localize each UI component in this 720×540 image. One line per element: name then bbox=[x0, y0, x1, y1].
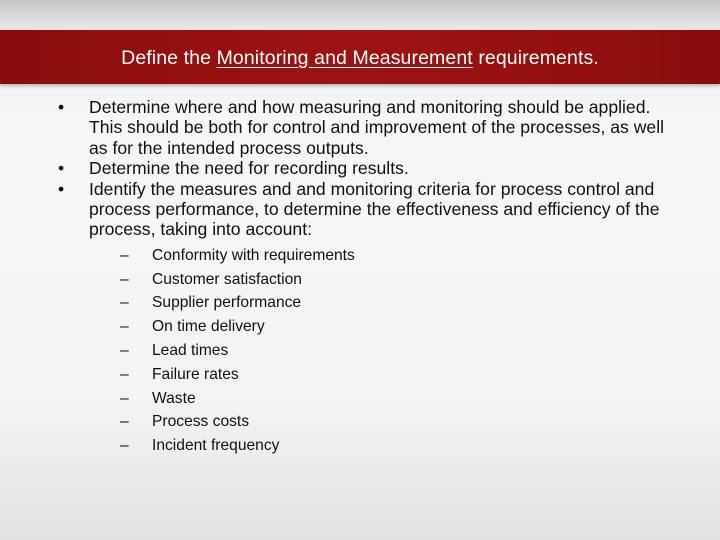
bullet-text: Identify the measures and and monitoring criteria for process control and process performance, to determine the effectiveness and efficiency of the process, taking into account: bbox=[89, 178, 660, 240]
bullet-item bbox=[58, 158, 678, 178]
bullet-item bbox=[58, 97, 678, 158]
title-bar bbox=[0, 30, 720, 84]
dash-marker: – bbox=[120, 413, 129, 431]
title-prefix: Define the bbox=[121, 47, 217, 69]
sub-item-text: Supplier performance bbox=[152, 294, 302, 312]
sub-list-item bbox=[120, 244, 678, 268]
sub-list-item bbox=[120, 387, 678, 411]
slide-title bbox=[0, 30, 720, 84]
sub-item-text: Conformity with requirements bbox=[152, 246, 355, 264]
dash-marker: – bbox=[120, 365, 129, 383]
sub-item-text: Incident frequency bbox=[152, 437, 280, 455]
dash-marker: – bbox=[120, 294, 129, 312]
sub-list-item bbox=[120, 434, 678, 458]
dash-marker: – bbox=[120, 342, 129, 360]
sub-item-text: Failure rates bbox=[152, 365, 239, 383]
sub-item-text: Process costs bbox=[152, 413, 250, 431]
sub-list-item bbox=[120, 268, 678, 292]
bullet-marker: • bbox=[58, 158, 65, 179]
bullet-marker: • bbox=[58, 178, 65, 199]
bullet-text: Determine where and how measuring and monitoring should be applied. This should be both for control and improvement of the processes, as well as for the intended process outputs. bbox=[89, 97, 665, 158]
title-emphasis: Monitoring and Measurement bbox=[216, 47, 473, 69]
sub-list-item bbox=[120, 291, 678, 315]
bullet-marker: • bbox=[58, 97, 65, 117]
sub-list bbox=[58, 244, 678, 458]
bullet-item bbox=[58, 179, 678, 240]
sub-list-item bbox=[120, 410, 678, 434]
dash-marker: – bbox=[120, 437, 129, 455]
slide-body bbox=[58, 97, 678, 458]
sub-item-text: On time delivery bbox=[152, 318, 265, 336]
dash-marker: – bbox=[120, 270, 129, 288]
sub-item-text: Waste bbox=[152, 389, 196, 407]
sub-list-item bbox=[120, 315, 678, 339]
title-suffix: requirements. bbox=[472, 47, 599, 69]
dash-marker: – bbox=[120, 246, 129, 264]
dash-marker: – bbox=[120, 389, 129, 407]
sub-item-text: Lead times bbox=[152, 342, 229, 360]
sub-item-text: Customer satisfaction bbox=[152, 270, 302, 288]
bullet-text: Determine the need for recording results. bbox=[89, 158, 409, 179]
sub-list-item bbox=[120, 339, 678, 363]
dash-marker: – bbox=[120, 318, 129, 336]
sub-list-item bbox=[120, 363, 678, 387]
